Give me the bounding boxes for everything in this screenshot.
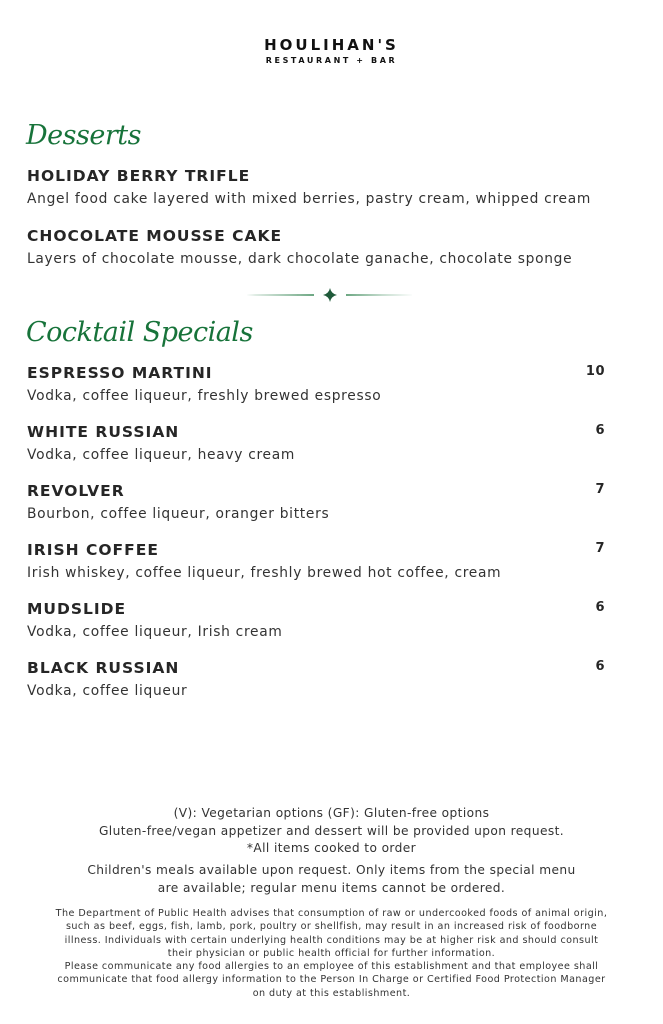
disclaimer-line: such as beef, eggs, fish, lamb, pork, poultry or shellfish, may result in an increased risk of foodborne: [65, 921, 598, 933]
footer-line: are available; regular menu items cannot be ordered.: [157, 880, 506, 895]
health-disclaimer: [0, 907, 663, 1000]
item-description: Angel food cake layered with mixed berries, pastry cream, whipped cream: [27, 191, 592, 207]
dietary-notes: [0, 805, 663, 858]
item-description: Bourbon, coffee liqueur, oranger bitters: [27, 506, 330, 522]
item-name: IRISH COFFEE: [27, 541, 159, 559]
item-name: WHITE RUSSIAN: [27, 423, 180, 441]
item-name: HOLIDAY BERRY TRIFLE: [27, 167, 251, 185]
menu-item: [27, 423, 605, 463]
item-name: CHOCOLATE MOUSSE CAKE: [27, 227, 283, 245]
item-price: 6: [595, 659, 605, 674]
disclaimer-line: on duty at this establishment.: [252, 987, 411, 999]
item-description: Vodka, coffee liqueur: [27, 683, 188, 699]
item-name: MUDSLIDE: [27, 600, 127, 618]
logo-tagline: RESTAURANT + BAR: [265, 56, 398, 65]
item-price: 10: [585, 364, 605, 379]
item-price: 6: [595, 600, 605, 615]
item-price: 7: [595, 541, 605, 556]
item-name: ESPRESSO MARTINI: [27, 364, 213, 382]
footer-line: (V): Vegetarian options (GF): Gluten-free options: [173, 806, 490, 820]
menu-item: [27, 482, 605, 522]
restaurant-logo: [0, 36, 663, 65]
footer-line: *All items cooked to order: [246, 841, 417, 855]
menu-item: [27, 541, 605, 581]
item-name: REVOLVER: [27, 482, 125, 500]
footer-line: Children's meals available upon request. Only items from the special menu: [87, 863, 576, 877]
item-price: 7: [595, 482, 605, 497]
item-description: Vodka, coffee liqueur, heavy cream: [27, 447, 296, 463]
item-price: 6: [595, 423, 605, 438]
cocktails-title: Cocktail Specials: [26, 317, 253, 348]
menu-item: [27, 364, 605, 404]
desserts-title: Desserts: [26, 120, 141, 151]
menu-item: [27, 600, 605, 640]
menu-item: [27, 659, 605, 699]
item-description: Layers of chocolate mousse, dark chocolate ganache, chocolate sponge: [27, 251, 573, 267]
footer-line: Gluten-free/vegan appetizer and dessert will be provided upon request.: [98, 823, 565, 838]
item-description: Vodka, coffee liqueur, freshly brewed espresso: [27, 388, 382, 404]
childrens-meals-note: [0, 862, 663, 897]
disclaimer-line: The Department of Public Health advises that consumption of raw or undercooked foods of animal origin,: [55, 908, 608, 919]
divider-ornament-icon: [244, 287, 416, 303]
disclaimer-line: illness. Individuals with certain underlying health conditions may be at higher risk and should consult: [64, 934, 599, 946]
menu-item: [27, 227, 605, 267]
item-name: BLACK RUSSIAN: [27, 659, 180, 677]
disclaimer-line: their physician or public health official for further information.: [167, 947, 496, 959]
item-description: Irish whiskey, coffee liqueur, freshly brewed hot coffee, cream: [27, 565, 502, 581]
disclaimer-line: Please communicate any food allergies to an employee of this establishment and that employee shall: [64, 961, 599, 973]
item-description: Vodka, coffee liqueur, Irish cream: [27, 624, 283, 640]
menu-item: [27, 167, 605, 207]
logo-name: HOULIHAN'S: [264, 36, 399, 54]
disclaimer-line: communicate that food allergy information to the Person In Charge or Certified Food Protection Manager: [57, 974, 606, 986]
